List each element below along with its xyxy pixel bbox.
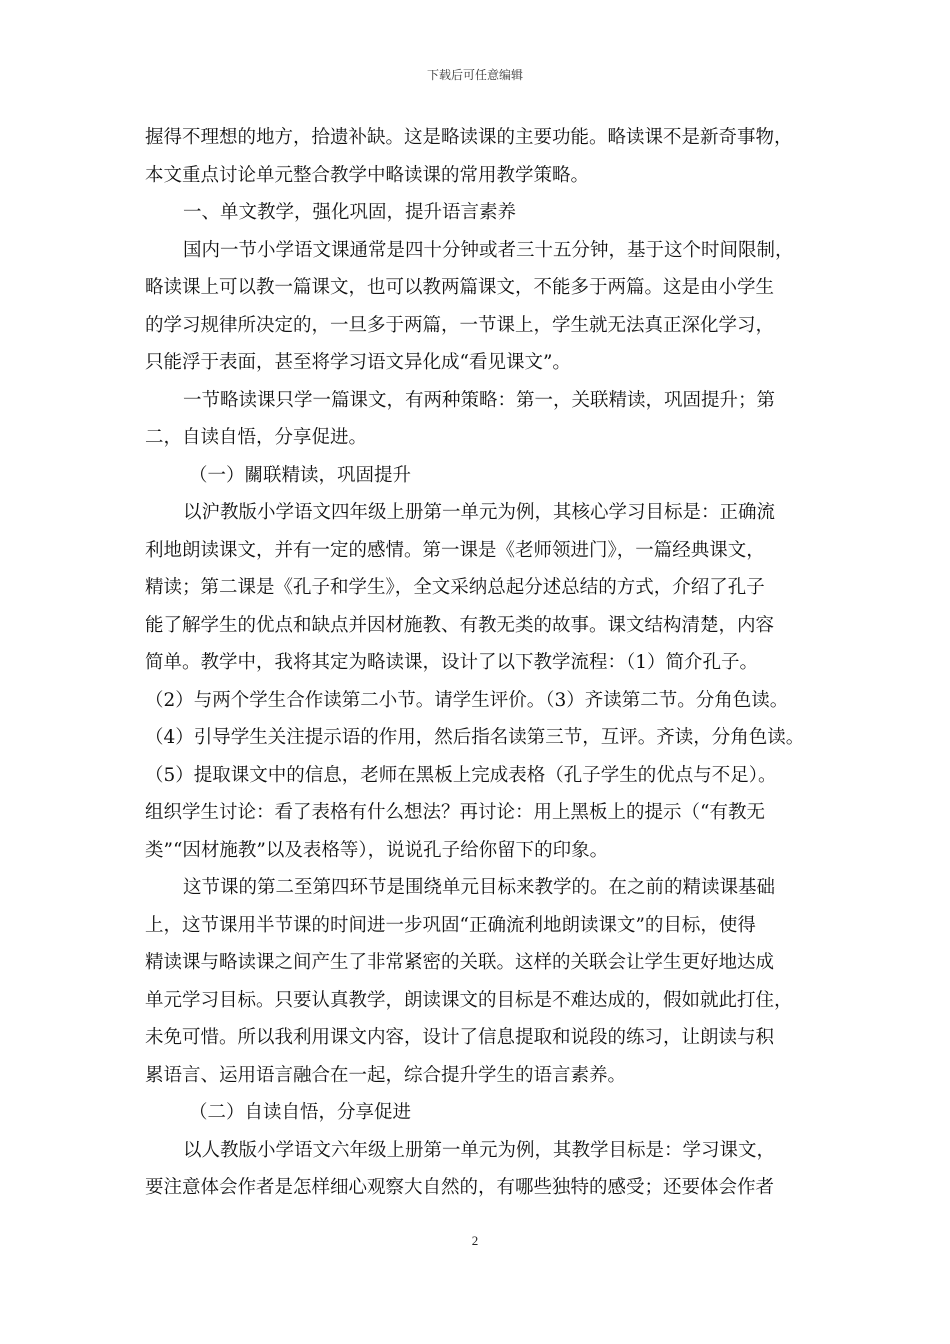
- paragraph-start: 这节课的第二至第四环节是围绕单元目标来教学的。在之前的精读课基础: [183, 877, 776, 898]
- text-line: 本文重点讨论单元整合教学中略读课的常用教学策略。: [145, 164, 590, 186]
- text-line: 能了解学生的优点和缺点并因材施教、有教无类的故事。课文结构清楚，内容: [145, 614, 775, 636]
- text-line: 上，这节课用半节课的时间进一步巩固“正确流利地朗读课文”的目标，使得: [145, 914, 756, 936]
- subsection-heading: （二）自读自悟，分享促进: [189, 1102, 412, 1123]
- text-line: 单元学习目标。只要认真教学，朗读课文的目标是不难达成的，假如就此打住，: [145, 989, 793, 1011]
- text-line: 利地朗读课文，并有一定的感情。第一课是《老师领进门》，一篇经典课文，: [145, 539, 765, 561]
- subsection-heading: （一）關联精读，巩固提升: [189, 464, 412, 486]
- text-line: （5）提取课文中的信息，老师在黑板上完成表格（孔子学生的优点与不足）。: [145, 764, 777, 786]
- text-line: 只能浮于表面，甚至将学习语文异化成“看见课文”。: [145, 352, 571, 373]
- text-line: 类”“因材施教”以及表格等），说说孔子给你留下的印象。: [145, 839, 609, 861]
- paragraph-start: 一节略读课只学一篇课文，有两种策略：第一，关联精读，巩固提升；第: [183, 389, 776, 411]
- section-heading: 一、单文教学，强化巩固，提升语言素养: [183, 202, 517, 223]
- paragraph-start: 以人教版小学语文六年级上册第一单元为例，其教学目标是：学习课文，: [183, 1139, 776, 1161]
- text-line: 组织学生讨论：看了表格有什么想法？再讨论：用上黑板上的提示（“有教无: [145, 802, 765, 823]
- text-line: （4）引导学生关注提示语的作用，然后指名读第三节，互评。齐读，分角色读。: [145, 727, 805, 748]
- text-line: 精读；第二课是《孔子和学生》，全文采纳总起分述总结的方式，介绍了孔子: [145, 577, 765, 598]
- text-line: 累语言、运用语言融合在一起，综合提升学生的语言素养。: [145, 1064, 627, 1086]
- text-line: 精读课与略读课之间产生了非常紧密的关联。这样的关联会让学生更好地达成: [145, 952, 775, 973]
- text-line: 未免可惜。所以我利用课文内容，设计了信息提取和说段的练习，让朗读与积: [145, 1027, 775, 1048]
- text-line: 要注意体会作者是怎样细心观察大自然的，有哪些独特的感受；还要体会作者: [145, 1177, 775, 1198]
- page-number: 2: [471, 1233, 479, 1248]
- page-header-note: 下载后可任意编辑: [426, 68, 523, 82]
- text-line: 简单。教学中，我将其定为略读课，设计了以下教学流程：（1）简介孔子。: [145, 652, 759, 673]
- text-line: 略读课上可以教一篇课文，也可以教两篇课文，不能多于两篇。这是由小学生: [145, 277, 775, 298]
- paragraph-start: 国内一节小学语文课通常是四十分钟或者三十五分钟，基于这个时间限制，: [183, 239, 794, 261]
- text-line: 二，自读自悟，分享促进。: [145, 427, 368, 448]
- text-line: （2）与两个学生合作读第二小节。请学生评价。（3）齐读第二节。分角色读。: [145, 689, 789, 711]
- paragraph-start: 以沪教版小学语文四年级上册第一单元为例，其核心学习目标是：正确流: [183, 502, 776, 523]
- document-body: [145, 119, 810, 1207]
- text-line: 握得不理想的地方，拾遗补缺。这是略读课的主要功能。略读课不是新奇事物，: [145, 127, 793, 148]
- text-line: 的学习规律所决定的，一旦多于两篇，一节课上，学生就无法真正深化学习，: [145, 314, 775, 336]
